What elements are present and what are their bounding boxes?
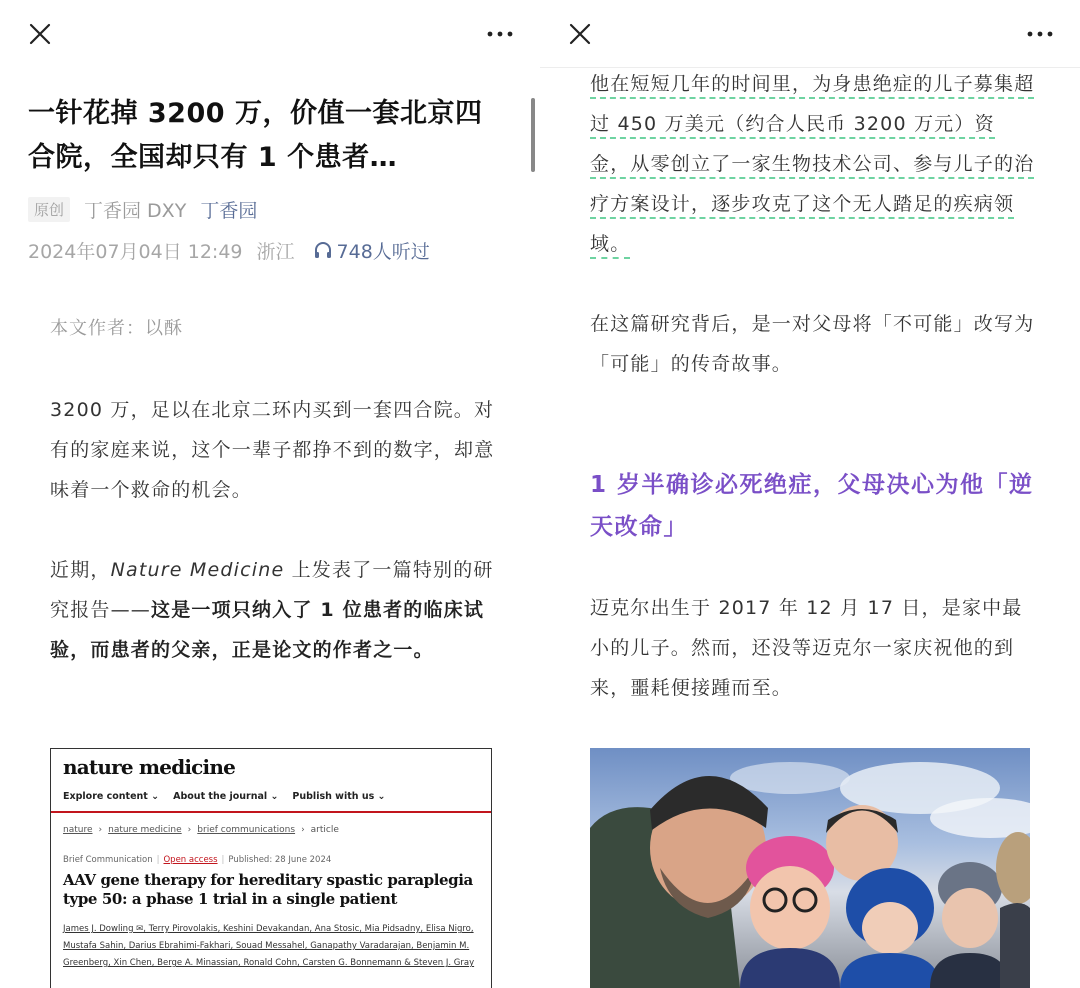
paragraph-2	[50, 550, 495, 670]
account-link[interactable]: 丁香园	[200, 199, 258, 222]
article-title: 一针花掉 3200 万，价值一套北京四合院，全国却只有 1 个患者…	[28, 98, 483, 173]
breadcrumb	[63, 825, 345, 835]
more-icon[interactable]	[1026, 24, 1054, 44]
paragraph-2-text-b: 上发表了一篇特别的研究报告——	[50, 559, 494, 621]
article-type: Brief Communication	[63, 855, 153, 865]
more-icon[interactable]	[486, 24, 514, 44]
crumb-sep: ›	[187, 825, 192, 835]
publish-location: 浙江	[256, 240, 295, 263]
right-paragraph-2: 在这篇研究背后，是一对父母将「不可能」改写为「可能」的传奇故事。	[590, 313, 1035, 375]
top-bar	[0, 0, 540, 68]
close-icon[interactable]	[28, 22, 52, 46]
nav-explore: Explore content ⌄	[63, 791, 160, 802]
crumb-sep: ›	[98, 825, 103, 835]
highlighted-text: 他在短短几年的时间里，为身患绝症的儿子募集超过 450 万美元（约合人民币 3200 万元）资金，从零创立了一家生物技术公司、参与儿子的治疗方案设计，逐步攻克了这个无人踏足的疾病领域。	[590, 73, 1034, 259]
nature-medicine-logo: nature medicine	[63, 755, 236, 779]
listen-count: 748人听过	[336, 240, 430, 263]
author-name: 丁香园 DXY	[84, 199, 187, 222]
published-date: Published: 28 June 2024	[228, 855, 332, 865]
journal-red-rule	[51, 811, 491, 813]
crumb-article: article	[310, 825, 339, 835]
paragraph-2-bold: 这是一项只纳入了 1 位患者的临床试验，而患者的父亲，正是论文的作者之一。	[50, 599, 485, 661]
nav-publish: Publish with us ⌄	[292, 791, 386, 802]
crumb-brief-communications: brief communications	[197, 825, 296, 835]
nav-about: About the journal ⌄	[173, 791, 279, 802]
scroll-indicator[interactable]	[531, 98, 535, 172]
close-icon[interactable]	[568, 22, 592, 46]
top-bar	[540, 0, 1080, 68]
crumb-nature-medicine: nature medicine	[108, 825, 182, 835]
article-date-row	[28, 236, 430, 264]
listen-button[interactable]	[313, 237, 430, 264]
section-heading: 1 岁半确诊必死绝症，父母决心为他「逆天改命」	[590, 472, 1034, 540]
right-paragraph-3: 迈克尔出生于 2017 年 12 月 17 日，是家中最小的儿子。然而，还没等迈克尔一家庆祝他的到来，噩耗便接踵而至。	[590, 597, 1023, 699]
right-paragraph-1	[590, 64, 1035, 264]
paragraph-2-text-a: 近期，	[50, 559, 111, 581]
byline: 本文作者：以酥	[50, 318, 183, 339]
journal-nav	[63, 791, 400, 802]
article-type-row: Brief Communication | Open access | Published: 28 June 2024	[63, 855, 332, 865]
right-article-pane	[540, 0, 1080, 988]
crumb-nature: nature	[63, 825, 93, 835]
family-photo[interactable]	[590, 748, 1030, 988]
publish-date: 2024年07月04日 12:49	[28, 240, 243, 263]
crumb-sep: ›	[301, 825, 305, 835]
article-meta	[28, 195, 257, 223]
open-access-label: Open access	[163, 855, 218, 865]
article-screenshot-figure[interactable]	[50, 748, 492, 988]
headphones-icon	[313, 240, 333, 260]
paper-authors: James J. Dowling ✉, Terry Pirovolakis, Keshini Devakandan, Ana Stosic, Mia Pidsadny, Elisa Nigro, Mustafa Sahin, Darius Ebrahimi-Fakhari, Souad Messahel, Ganapathy Varadarajan, Benjamin M. Greenberg, Xin Chen, Berge A. Minassian, Ronald Cohn, Carsten G. Bonnemann & Steven J. Gray	[63, 924, 475, 968]
paragraph-1: 3200 万，足以在北京二环内买到一套四合院。对有的家庭来说，这个一辈子都挣不到的数字，却意味着一个救命的机会。	[50, 399, 495, 501]
journal-name: Nature Medicine	[110, 559, 285, 581]
family-photo-illustration	[590, 748, 1030, 988]
original-badge: 原创	[28, 197, 70, 222]
paper-title: AAV gene therapy for hereditary spastic paraplegia type 50: a phase 1 trial in a single patient	[63, 871, 473, 908]
